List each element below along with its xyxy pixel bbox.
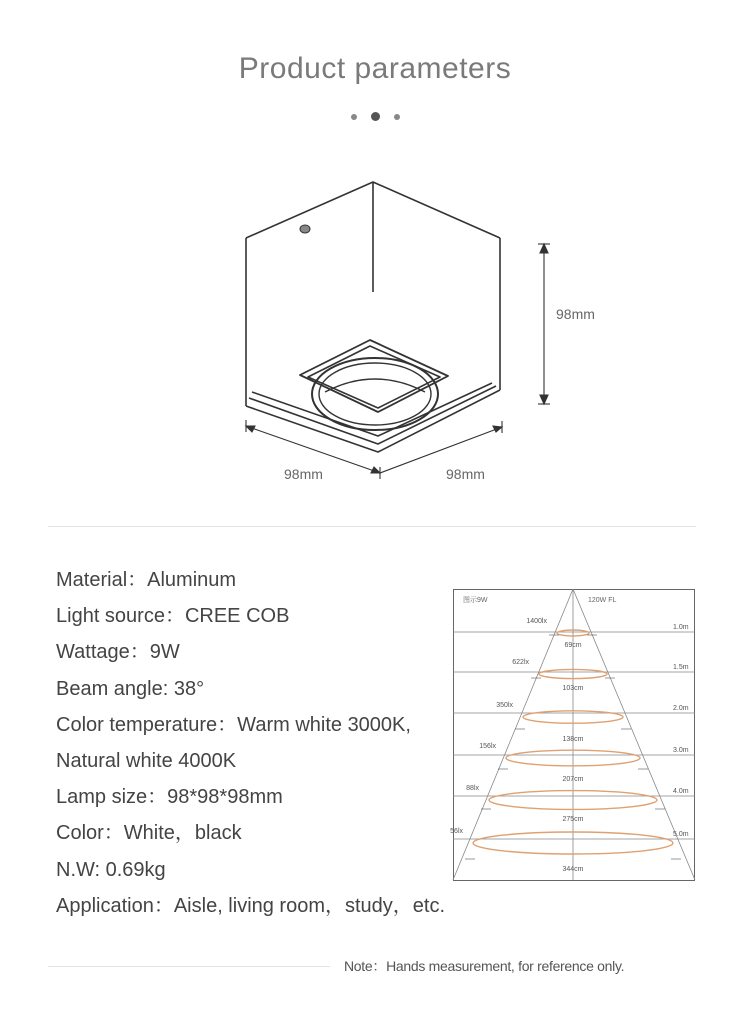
beam-cone-left [453,589,573,880]
pagination-dot[interactable] [394,114,400,120]
spec-wattage: Wattage：9W [56,641,180,664]
pagination-dot-active[interactable] [371,112,380,121]
beam-diameter-label: 138cm [562,736,584,743]
pagination-dots [0,108,750,126]
spec-color: Color：White，black [56,822,242,845]
beam-diameter-label: 275cm [562,816,584,823]
spec-beam-angle: Beam angle: 38° [56,677,205,700]
beam-lux-label: 156lx [479,743,496,750]
beam-distance-label: 1.5m [673,664,689,671]
spec-net-weight: N.W: 0.69kg [56,858,166,881]
note-divider [48,966,330,967]
beam-diagram [450,589,697,883]
beam-diameter-label: 344cm [562,866,584,873]
beam-lux-label: 622lx [512,659,529,666]
spec-application: Application：Aisle, living room，study，etc. [56,894,446,917]
beam-diameter-label: 103cm [562,685,584,692]
beam-distance-label: 5.0m [673,831,689,838]
section-divider [48,526,696,527]
spec-lamp-size: Lamp size：98*98*98mm [56,786,283,809]
page-title: Product parameters [238,52,512,85]
spec-material: Material：Aluminum [56,569,237,591]
beam-lux-label: 56lx [450,828,463,835]
beam-distance-label: 3.0m [673,747,689,754]
beam-lux-label: 1400lx [526,618,547,625]
product-drawing [230,170,570,490]
spec-color-temperature: Color temperature：Warm white 3000K, [56,713,411,736]
beam-diameter-label: 207cm [562,776,584,783]
spec-color-temperature-cont: Natural white 4000K [56,749,237,772]
beam-distance-label: 4.0m [673,788,689,795]
spec-light-source: Light source：CREE COB [56,605,290,628]
reference-note: Note：Hands measurement, for reference only. [344,958,625,974]
height-dimension-label: 98mm [556,306,595,322]
depth-dimension-label: 98mm [446,466,485,482]
beam-lux-label: 88lx [466,785,479,792]
beam-distance-label: 2.0m [673,705,689,712]
width-dimension-label: 98mm [284,466,323,482]
beam-distance-label: 1.0m [673,624,689,631]
beam-diameter-label: 69cm [564,642,582,649]
pagination-dot[interactable] [351,114,357,120]
beam-lux-label: 350lx [496,702,513,709]
spec-list [56,562,445,924]
beam-header-left: 图示9W [463,597,488,604]
beam-header-right: 120W FL [588,597,617,604]
